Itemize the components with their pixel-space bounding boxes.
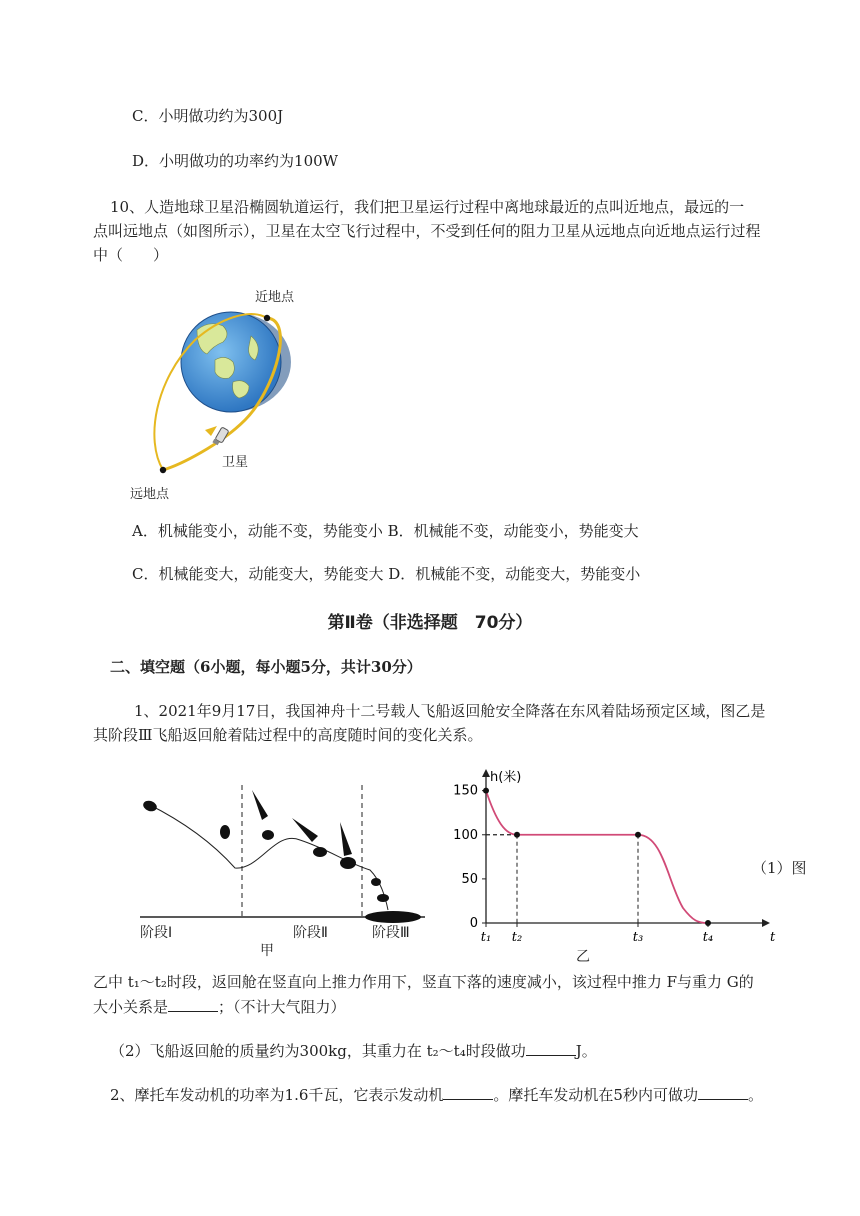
stage1-label: 阶段Ⅰ — [140, 925, 173, 941]
x-axis-label: t — [770, 930, 776, 945]
x-tick-label: t₄ — [702, 930, 714, 945]
q10-line2: 点叫远地点（如图所示），卫星在太空飞行过程中，不受到任何的阻力卫星从远地点向近地点运行过程 — [93, 222, 761, 240]
earth-icon — [181, 312, 291, 412]
y-tick-label: 0 — [469, 916, 478, 931]
q2-line — [110, 1084, 763, 1105]
apogee-label: 远地点 — [130, 487, 170, 502]
q2-text-c: 。 — [747, 1086, 763, 1104]
answer-blank-4[interactable] — [698, 1085, 748, 1100]
q2-text-a: 2、摩托车发动机的功率为1.6千瓦，它表示发动机 — [110, 1086, 444, 1104]
q10-options-cd: C．机械能变大，动能变大，势能变大 D．机械能不变，动能变大，势能变小 — [132, 565, 641, 583]
q1-part1-text-b: ；（不计大气阻力） — [218, 998, 346, 1016]
y-tick-label: 50 — [461, 871, 478, 887]
height-time-chart — [440, 765, 776, 950]
y-axis-label: h(米) — [490, 770, 522, 785]
answer-blank-3[interactable] — [443, 1085, 493, 1100]
option-d: D．小明做功的功率约为100W — [132, 152, 339, 170]
q10-options-ab: A．机械能变小，动能不变，势能变小 B．机械能不变，动能变小，势能变大 — [132, 522, 639, 540]
x-tick-label: t₃ — [632, 930, 644, 945]
perigee-label: 近地点 — [255, 290, 295, 305]
q1-part1-text-a: 大小关系是 — [93, 998, 169, 1016]
data-point-3 — [635, 832, 641, 838]
q2-text-b: 。摩托车发动机在5秒内可做功 — [493, 1086, 698, 1104]
chart-caption: 乙 — [576, 949, 590, 965]
option-c: C．小明做功约为300J — [132, 107, 284, 125]
y-tick-label: 150 — [453, 783, 478, 799]
section-subtitle: 二、填空题（6小题，每小题5分，共计30分） — [110, 658, 422, 676]
q10-line1: 10、人造地球卫星沿椭圆轨道运行，我们把卫星运行过程中离地球最近的点叫近地点，最远的一 — [110, 198, 745, 216]
x-axis-arrow — [762, 919, 770, 927]
q1-part2 — [110, 1040, 597, 1061]
x-tick-label: t₁ — [480, 930, 492, 945]
apogee-point — [160, 467, 166, 473]
q1-part2-text-b: J。 — [575, 1042, 597, 1060]
stage2-label: 阶段Ⅱ — [293, 925, 328, 941]
x-tick-label: t₂ — [511, 930, 523, 945]
satellite-label: 卫星 — [222, 455, 249, 470]
q1-line2: 其阶段Ⅲ飞船返回舱着陆过程中的高度随时间的变化关系。 — [93, 726, 483, 744]
y-axis-arrow — [482, 769, 490, 777]
q1-side-label: （1）图 — [752, 859, 807, 877]
answer-blank-1[interactable] — [168, 997, 218, 1012]
q1-part2-text-a: （2）飞船返回舱的质量约为300kg，其重力在 t₂～t₄时段做功 — [110, 1042, 526, 1060]
q1-line1: 1、2021年9月17日，我国神舟十二号载人飞船返回舱安全降落在东风着陆场预定区域，图乙是 — [134, 702, 766, 720]
series-line — [486, 791, 708, 923]
q1-part1-line1: 乙中 t₁～t₂时段，返回舱在竖直向上推力作用下，竖直下落的速度减小，该过程中推力 F与重力 G的 — [93, 973, 754, 991]
y-tick-label: 100 — [453, 827, 478, 843]
stage3-label: 阶段Ⅲ — [372, 925, 410, 941]
data-point-2 — [514, 832, 520, 838]
section-title: 第Ⅱ卷（非选择题 70分） — [327, 613, 533, 633]
data-point-4 — [705, 920, 711, 926]
data-point-1 — [483, 788, 489, 794]
satellite-icon — [212, 427, 229, 445]
orbit-figure — [125, 280, 315, 500]
q1-part1-line2 — [93, 996, 346, 1017]
q10-line3: 中（ ） — [93, 246, 169, 264]
figure-a-caption: 甲 — [260, 943, 274, 959]
perigee-point — [264, 315, 270, 321]
answer-blank-2[interactable] — [526, 1041, 576, 1056]
